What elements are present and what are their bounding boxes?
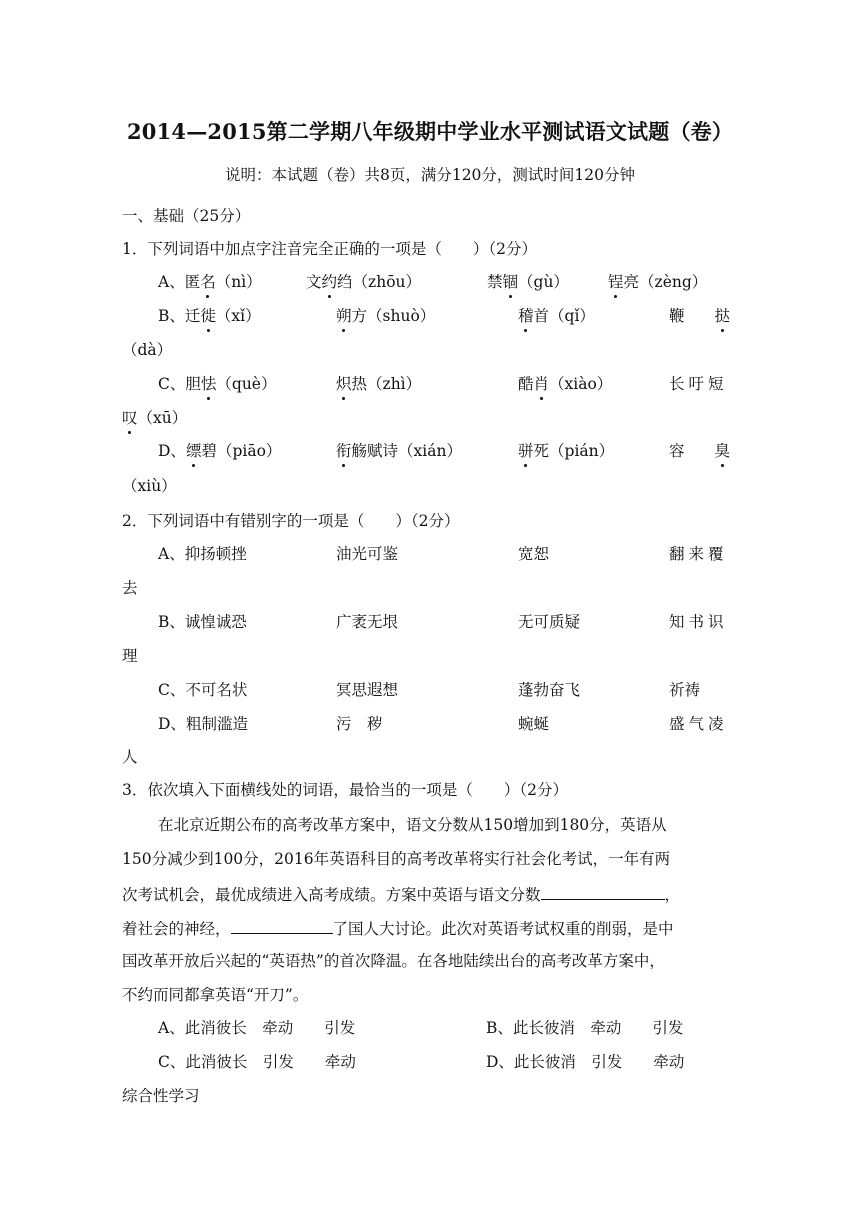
q2-option-a: A、抑扬顿挫	[158, 545, 247, 563]
q1-option-d-wrap: （xiù）	[122, 477, 177, 495]
q1-option-a-item3: 禁锢（gù）	[487, 273, 569, 291]
section-heading: 一、基础（25分）	[122, 207, 251, 225]
q2-option-b-wrap: 理	[122, 647, 138, 665]
q1-option-d-item4: 容 臭	[669, 442, 730, 460]
q1-option-a-item2: 文约绉（zhōu）	[306, 273, 422, 291]
q3-passage-line: 150分减少到100分，2016年英语科目的高考改革将实行社会化考试，一年有两	[122, 850, 671, 868]
q3-option-c: C、此消彼长 引发 牵动	[158, 1053, 356, 1071]
q3-passage-line: 国改革开放后兴起的“英语热”的首次降温。在各地陆续出台的高考改革方案中，	[122, 952, 665, 970]
page-title: 2014—2015第二学期八年级期中学业水平测试语文试题（卷）	[126, 119, 734, 144]
q1-option-a-item4: 锃亮（zèng）	[608, 273, 708, 291]
q2-option-d-item4: 盛气凌	[669, 715, 728, 733]
q1-option-b-item4: 鞭 挞	[669, 307, 730, 325]
q1-option-c-wrap: 叹（xū）	[122, 409, 188, 427]
q2-option-a-item2: 油光可鉴	[336, 545, 399, 563]
q1-option-c-item3: 酷肖（xiào）	[518, 375, 613, 393]
q3-option-b: B、此长彼消 牵动 引发	[486, 1019, 684, 1037]
q3-passage-line: 次考试机会，最优成绩进入高考成绩。方案中英语与语文分数 ，	[122, 883, 680, 906]
q2-option-b-item3: 无可质疑	[518, 613, 581, 631]
q1-option-b-wrap: （dà）	[122, 341, 173, 359]
q2-option-b-item2: 广袤无垠	[336, 613, 399, 631]
q2-option-c-item4: 祈祷	[669, 681, 701, 699]
q1-option-c-item2: 炽热（zhì）	[336, 375, 422, 393]
q2-option-d: D、粗制滥造	[158, 715, 248, 733]
q1-option-d-item3: 骈死（pián）	[518, 442, 615, 460]
answer-blank-2[interactable]	[231, 917, 333, 934]
answer-blank-1[interactable]	[541, 883, 665, 900]
q1-option-d: D、缥碧（piāo）	[158, 442, 282, 460]
q2-option-a-item3: 宽恕	[518, 545, 550, 563]
q1-option-b-item3: 稽首（qǐ）	[518, 307, 595, 325]
q3-passage-line: 不约而同都拿英语“开刀”。	[122, 986, 309, 1004]
question-3-stem: 3．依次填入下面横线处的词语，最恰当的一项是（ ）（2分）	[122, 781, 568, 799]
q2-option-a-wrap: 去	[122, 579, 138, 597]
q1-option-a: A、匿名（nì）	[158, 273, 262, 291]
question-1-stem: 1．下列词语中加点字注音完全正确的一项是（ ）（2分）	[122, 240, 537, 258]
q2-option-c-item2: 冥思遐想	[336, 681, 399, 699]
q2-option-c-item3: 蓬勃奋飞	[518, 681, 581, 699]
question-2-stem: 2．下列词语中有错别字的一项是（ ）（2分）	[122, 512, 460, 530]
q3-option-a: A、此消彼长 牵动 引发	[158, 1019, 356, 1037]
q2-option-b: B、诚惶诚恐	[158, 613, 247, 631]
q2-option-d-item3: 蜿蜒	[518, 715, 550, 733]
q3-passage-line: 在北京近期公布的高考改革方案中，语文分数从150增加到180分，英语从	[158, 816, 667, 834]
exam-instructions: 说明：本试题（卷）共8页，满分120分，测试时间120分钟	[224, 166, 636, 184]
q1-option-c-item4: 长吁短	[669, 375, 728, 393]
q3-option-d: D、此长彼消 引发 牵动	[486, 1053, 685, 1071]
q2-option-d-item2: 污 秽	[336, 715, 383, 733]
q2-option-d-wrap: 人	[122, 748, 138, 766]
q1-option-b: B、迁徙（xǐ）	[158, 307, 261, 325]
q3-passage-line: 着社会的神经， 了国人大讨论。此次对英语考试权重的削弱，是中	[122, 917, 674, 940]
q1-option-b-item2: 朔方（shuò）	[336, 307, 436, 325]
q1-option-d-item2: 衔觞赋诗（xián）	[336, 442, 462, 460]
section-footer-label: 综合性学习	[122, 1087, 200, 1105]
q2-option-a-item4: 翻来覆	[669, 545, 728, 563]
q2-option-b-item4: 知书识	[669, 613, 728, 631]
q1-option-c: C、胆怯（què）	[158, 375, 277, 393]
q2-option-c: C、不可名状	[158, 681, 248, 699]
